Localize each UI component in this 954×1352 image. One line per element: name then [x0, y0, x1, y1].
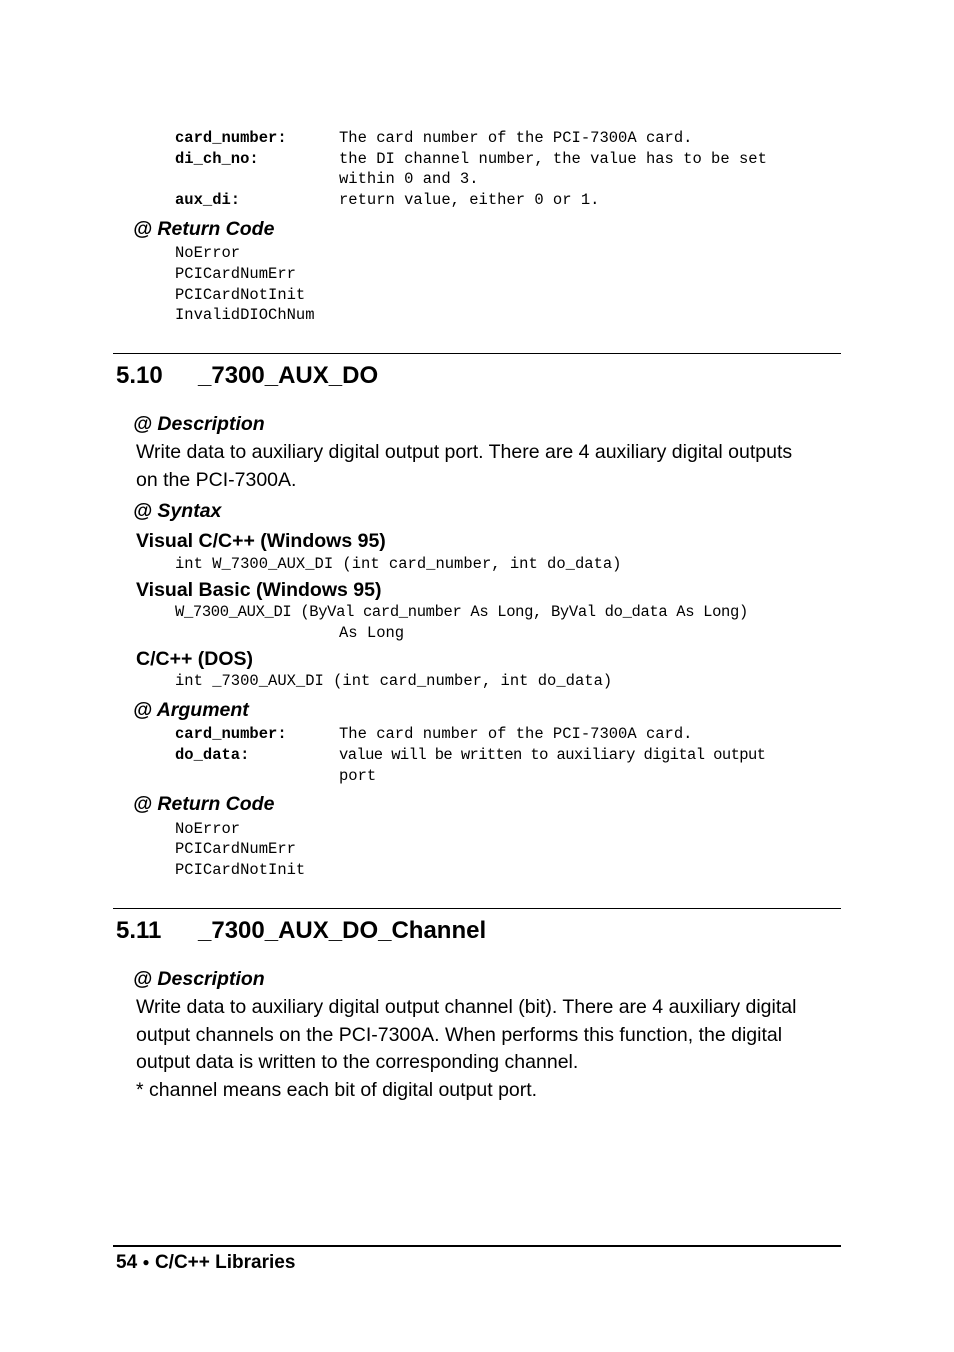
return-code-heading: @ Return Code: [133, 218, 275, 240]
return-code-item: PCICardNumErr: [175, 265, 296, 283]
syntax-label-visual-c: Visual C/C++ (Windows 95): [136, 530, 386, 552]
footer-section-title: C/C++ Libraries: [154, 1252, 296, 1273]
description-line: output channels on the PCI-7300A. When performs this function, the digital: [136, 1023, 783, 1046]
description-note: * channel means each bit of digital output port.: [136, 1078, 538, 1101]
description-line: Write data to auxiliary digital output channel (bit). There are 4 auxiliary digital: [136, 996, 797, 1018]
return-code-item: PCICardNotInit: [175, 861, 306, 879]
return-code-heading: @ Return Code: [133, 793, 275, 815]
section-title-5-11: _7300_AUX_DO_Channel: [198, 917, 487, 944]
arg-desc-di-ch-no-line1: the DI channel number, the value has to be set: [339, 150, 767, 168]
syntax-heading: @ Syntax: [133, 500, 222, 522]
return-code-item: NoError: [175, 820, 241, 838]
arg-name-di-ch-no: di_ch_no:: [175, 150, 259, 168]
return-code-item: PCICardNumErr: [175, 840, 296, 858]
arg-name-aux-di: aux_di:: [175, 191, 241, 209]
section-number-5-11: 5.11: [116, 917, 162, 944]
syntax-code-visual-basic-line1: W_7300_AUX_DI (ByVal card_number As Long, ByVal do_data As Long): [175, 603, 748, 621]
syntax-code-dos: int _7300_AUX_DI (int card_number, int do_data): [175, 672, 613, 690]
arg-desc-aux-di: return value, either 0 or 1.: [339, 191, 600, 209]
description-line: Write data to auxiliary digital output port. There are 4 auxiliary digital outputs: [136, 441, 793, 463]
arg-desc-card-number: The card number of the PCI-7300A card.: [339, 129, 693, 147]
syntax-code-visual-c: int W_7300_AUX_DI (int card_number, int do_data): [175, 555, 622, 573]
description-line: output data is written to the corresponding channel.: [136, 1051, 579, 1073]
footer-divider: [113, 1245, 841, 1247]
description-heading: @ Description: [133, 413, 265, 435]
description-text: [136, 439, 836, 494]
return-code-item: NoError: [175, 244, 241, 262]
arg-desc-do-data-line1: value will be written to auxiliary digital output: [339, 746, 766, 764]
section-divider: [113, 353, 841, 354]
arg-name-do-data: do_data:: [175, 746, 250, 764]
section-number-5-10: 5.10: [116, 362, 163, 389]
arg-name-card-number: card_number:: [175, 725, 287, 743]
return-code-item: PCICardNotInit: [175, 286, 306, 304]
syntax-code-visual-basic-line2: As Long: [339, 624, 405, 642]
description-text: [136, 994, 836, 1104]
syntax-label-visual-basic: Visual Basic (Windows 95): [136, 579, 382, 601]
return-code-item: InvalidDIOChNum: [175, 306, 315, 324]
description-heading: @ Description: [133, 968, 265, 990]
arg-desc-card-number: The card number of the PCI-7300A card.: [339, 725, 693, 743]
page-footer: [116, 1252, 295, 1274]
arg-desc-di-ch-no-line2: within 0 and 3.: [339, 170, 479, 188]
arg-name-card-number: card_number:: [175, 129, 287, 147]
argument-heading: @ Argument: [133, 699, 249, 721]
section-divider: [113, 908, 841, 909]
bullet-icon: ●: [142, 1255, 150, 1269]
arg-desc-do-data-line2: port: [339, 767, 377, 785]
section-title-5-10: _7300_AUX_DO: [198, 362, 379, 389]
description-line: on the PCI-7300A.: [136, 468, 297, 491]
syntax-label-dos: C/C++ (DOS): [136, 648, 254, 670]
page-number: 54: [116, 1252, 138, 1273]
